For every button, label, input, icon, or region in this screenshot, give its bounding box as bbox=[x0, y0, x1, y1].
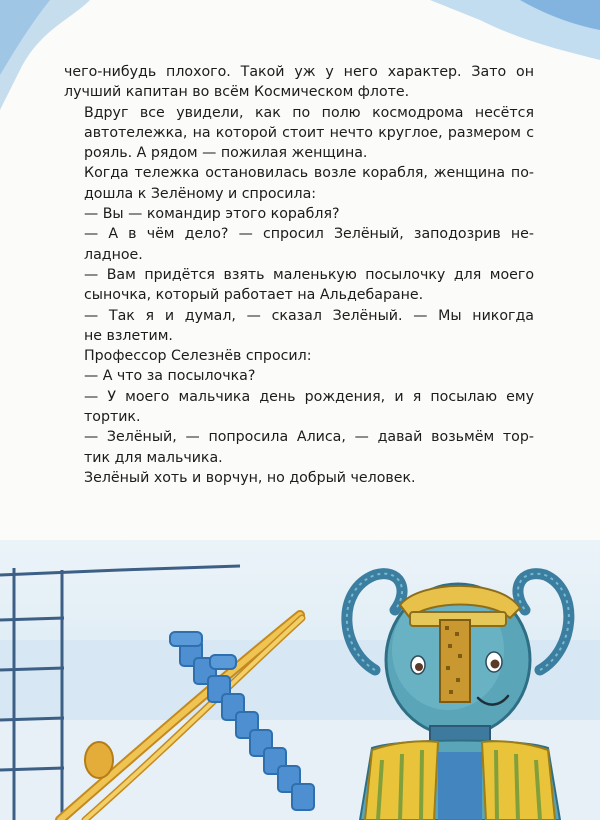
robot-illustration bbox=[0, 520, 600, 820]
story-paragraph bbox=[64, 103, 534, 164]
story-line: — Зелёный, — попросила Алиса, — давай возьмём тор- bbox=[84, 429, 534, 446]
story-line: — Так я и думал, — сказал Зелёный. — Мы никогда bbox=[84, 307, 534, 324]
story-line: Когда тележка остановилась возле корабля, женщина по- bbox=[84, 165, 534, 182]
story-paragraph bbox=[64, 204, 534, 224]
story-line: Вдруг все увидели, как по полю космодрома несётся bbox=[84, 104, 534, 121]
story-line: тик для мальчика. bbox=[84, 449, 223, 466]
story-paragraph bbox=[64, 366, 534, 386]
story-paragraph bbox=[64, 468, 534, 488]
story-line: сыночка, который работает на Альдебаране. bbox=[84, 287, 424, 304]
story-line: автотележка, на которой стоит нечто круглое, размером с bbox=[84, 124, 534, 141]
story-line: — А что за посылочка? bbox=[84, 368, 256, 385]
story-line: не взлетим. bbox=[84, 327, 173, 344]
story-line: Профессор Селезнёв спросил: bbox=[84, 348, 312, 365]
story-line: тортик. bbox=[84, 409, 141, 426]
story-paragraph bbox=[64, 62, 534, 103]
story-text bbox=[64, 62, 534, 488]
story-paragraph bbox=[64, 346, 534, 366]
story-paragraph bbox=[64, 163, 534, 204]
story-line: чего-нибудь плохого. Такой уж у него характер. Зато он bbox=[64, 64, 534, 80]
story-paragraph bbox=[64, 224, 534, 265]
story-line: дошла к Зелёному и спросила: bbox=[84, 185, 317, 202]
story-paragraph bbox=[64, 427, 534, 468]
story-line: — Вам придётся взять маленькую посылочку для моего bbox=[84, 266, 534, 283]
story-line: рояль. А рядом — пожилая женщина. bbox=[84, 145, 368, 162]
story-paragraph bbox=[64, 387, 534, 428]
story-paragraph bbox=[64, 265, 534, 306]
story-paragraph bbox=[64, 306, 534, 347]
story-line: — А в чём дело? — спросил Зелёный, заподозрив не- bbox=[84, 226, 534, 243]
story-line: ладное. bbox=[84, 246, 143, 263]
story-line: — У моего мальчика день рождения, и я посылаю ему bbox=[84, 388, 534, 405]
robot-head bbox=[386, 584, 530, 736]
story-line: Зелёный хоть и ворчун, но добрый человек. bbox=[84, 469, 416, 486]
story-line: лучший капитан во всём Космическом флоте. bbox=[64, 84, 410, 101]
story-line: — Вы — командир этого корабля? bbox=[84, 206, 340, 223]
robot-body bbox=[360, 741, 560, 820]
